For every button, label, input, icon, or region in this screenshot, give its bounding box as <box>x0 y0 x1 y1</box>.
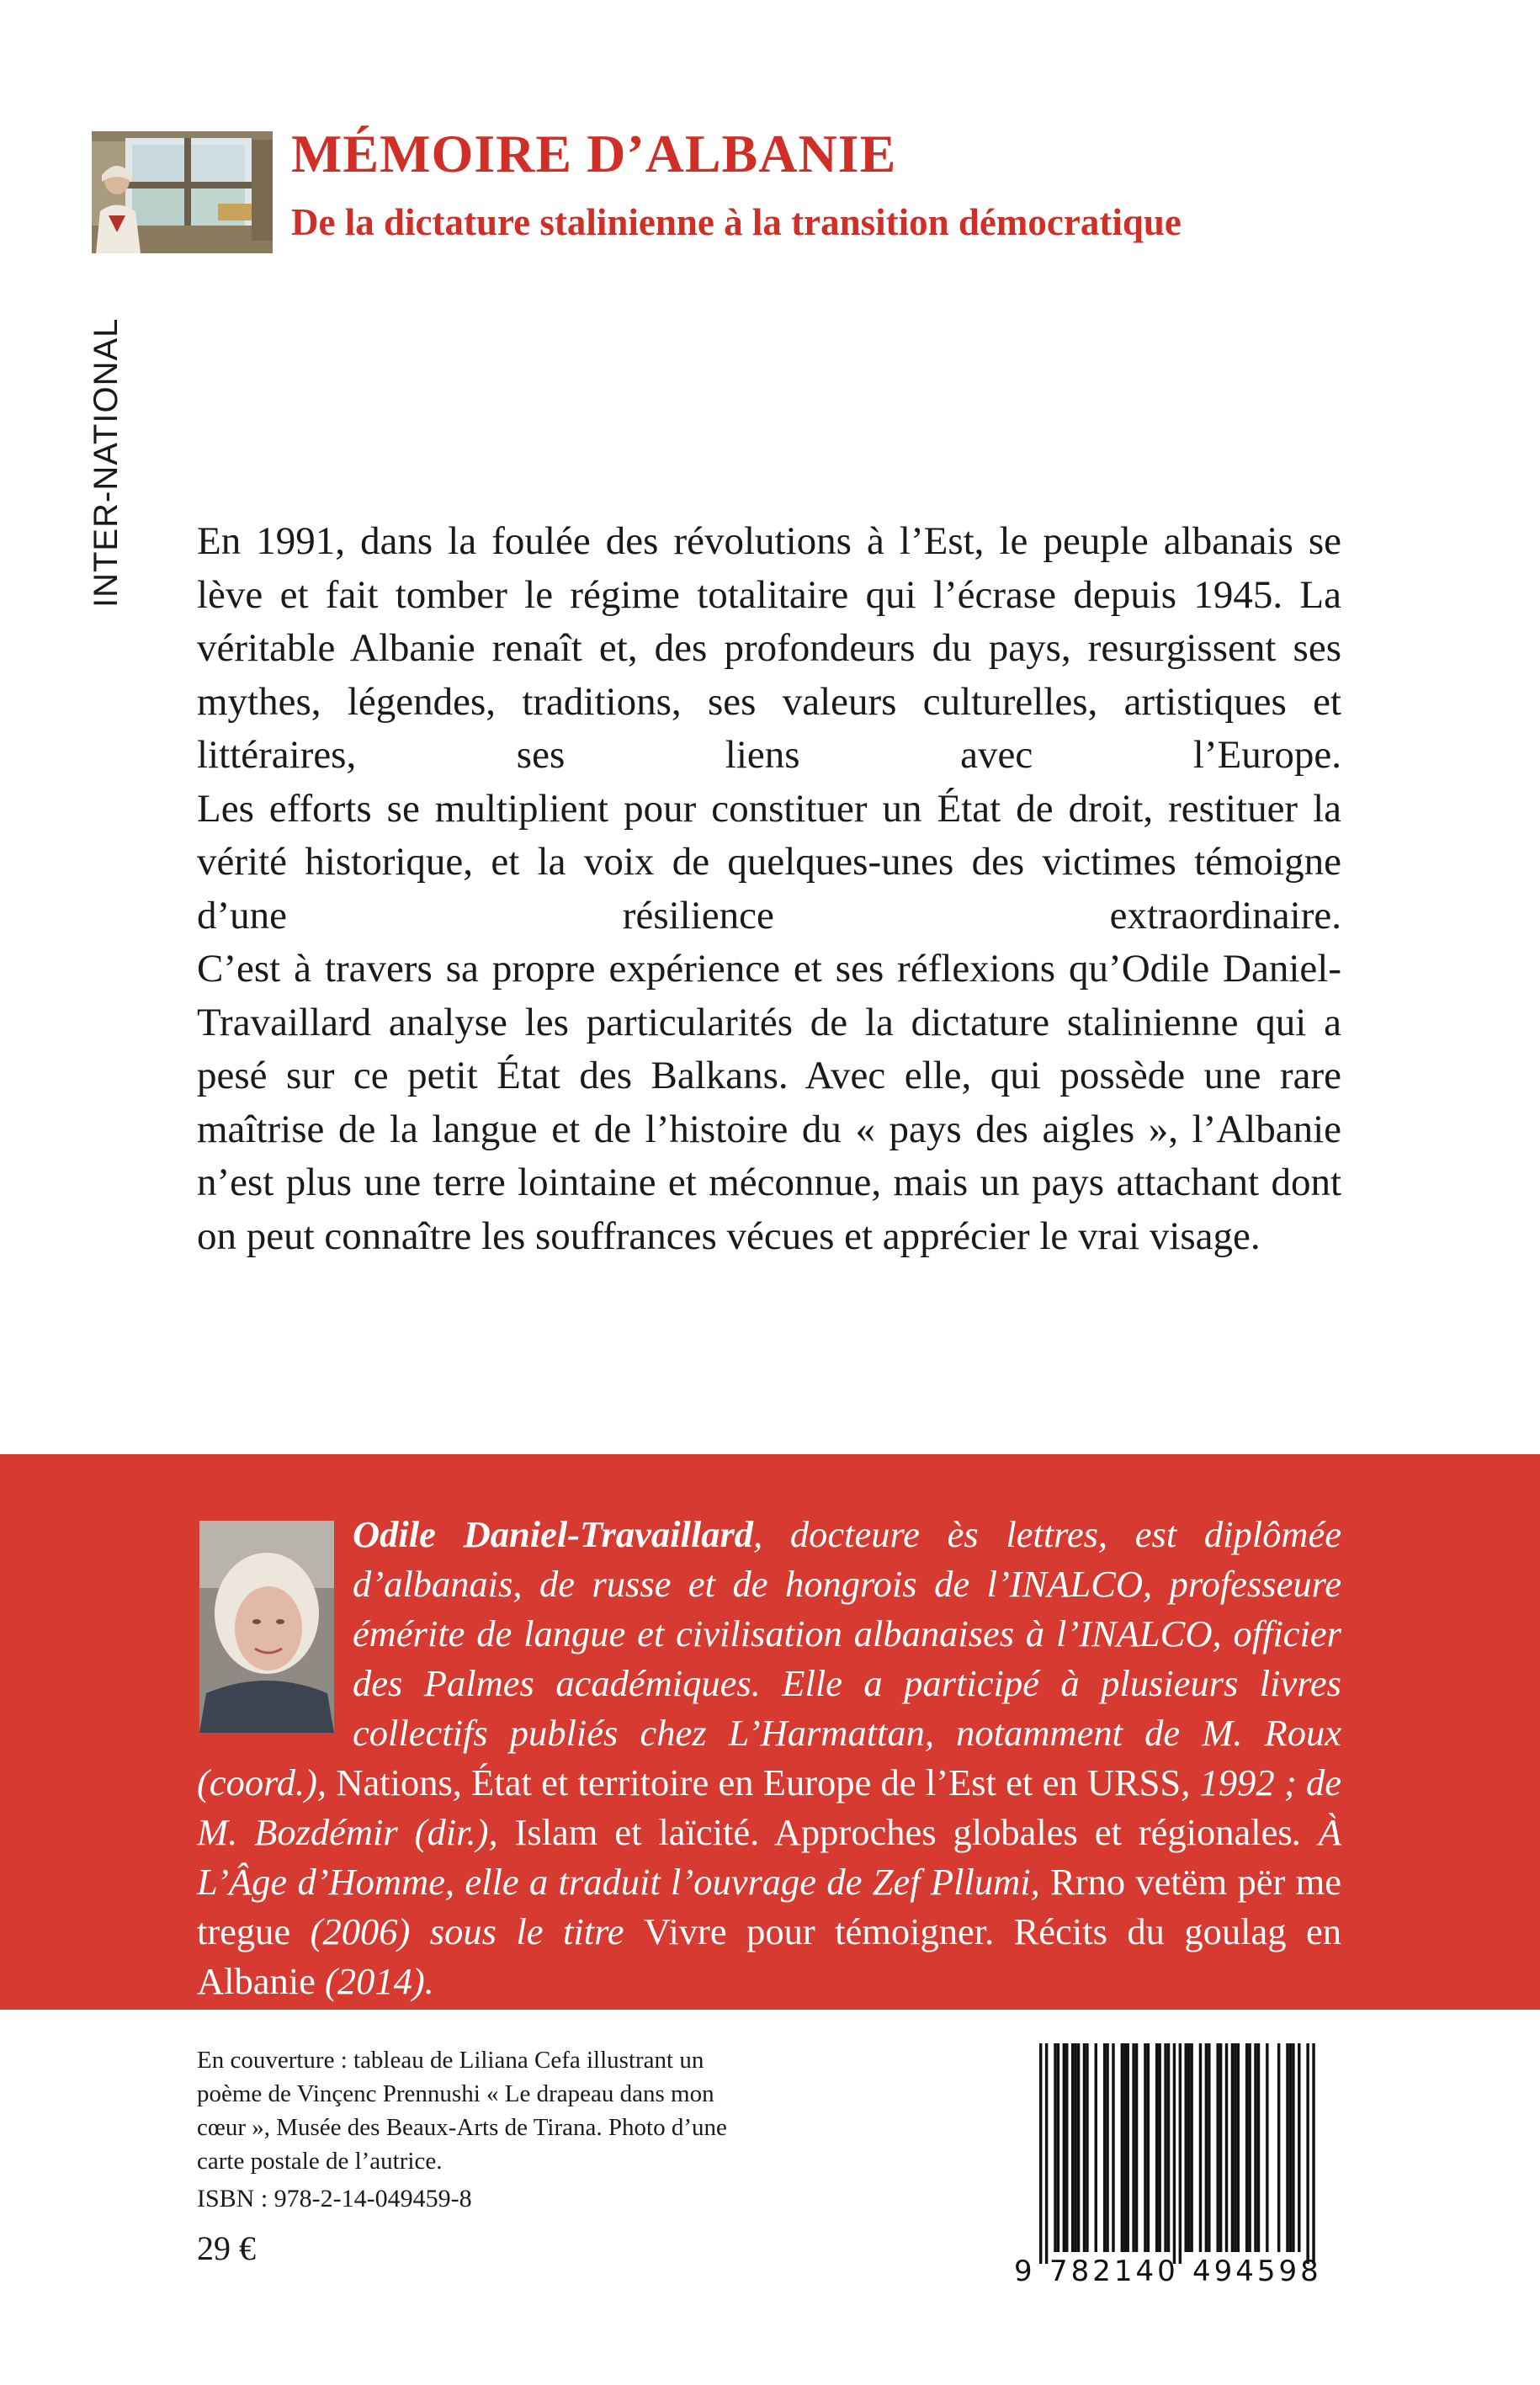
cover-credit: En couverture : tableau de Liliana Cefa illustrant un poème de Vinçenc Prennushi « Le drapeau dans mon cœur », Musée des Beaux-Arts de Tirana. Photo d’une carte postale de l’autrice. <box>197 2047 727 2175</box>
barcode-bar <box>1216 2043 1219 2252</box>
barcode-bar <box>1306 2043 1309 2264</box>
barcode-bar <box>1112 2043 1114 2252</box>
barcode-bar <box>1173 2043 1176 2264</box>
barcode-bar <box>1054 2043 1056 2252</box>
barcode-bar <box>1289 2043 1292 2252</box>
barcode-bar <box>1158 2043 1160 2252</box>
barcode-bar <box>1231 2043 1234 2252</box>
barcode-bar <box>1039 2043 1042 2264</box>
barcode-bar <box>1187 2043 1190 2252</box>
barcode-bar <box>1248 2043 1251 2252</box>
bio-book-title: Islam et laïcité. Approches globales et régionales <box>514 1811 1293 1853</box>
barcode-bar <box>1095 2043 1097 2252</box>
barcode-bar <box>1121 2043 1123 2252</box>
barcode-bar <box>1057 2043 1059 2252</box>
isbn: ISBN : 978-2-14-049459-8 <box>197 2185 472 2212</box>
barcode-bar <box>1063 2043 1065 2252</box>
author-name: Odile Daniel-Travaillard <box>353 1513 754 1555</box>
barcode-bar <box>1292 2043 1294 2252</box>
barcode-bar <box>1135 2043 1138 2252</box>
barcode-bar <box>1045 2043 1048 2264</box>
barcode-bar <box>1298 2043 1300 2252</box>
barcode-bar <box>1257 2043 1260 2252</box>
barcode-bar <box>1164 2043 1166 2252</box>
book-subtitle: De la dictature stalinienne à la transition démocratique <box>291 201 1182 243</box>
summary-paragraph: C’est à travers sa propre expérience et ses réflexions qu’Odile Daniel-Travaillard analyse les particularités de la dictature stalinienne qui a pesé sur ce petit État des Balkans. Avec elle, qui possède une rare maîtrise de la langue et de l’histoire du « pays des aigles », l’Albanie n’est plus une terre lointaine et méconnue, mais un pays attachant dont on peut connaître les souffrances vécues et apprécier le vrai visage. <box>197 947 1341 1258</box>
bio-segment: , 1992 ; de M. Bozdémir (dir.), <box>197 1761 1341 1853</box>
barcode-bar <box>1199 2043 1202 2252</box>
barcode-bar <box>1179 2043 1182 2264</box>
barcode-bar <box>1208 2043 1210 2252</box>
summary-paragraph: En 1991, dans la foulée des révolutions à l’Est, le peuple albanais se lève et fait tomber le régime totalitaire qui l’écrase depuis 1945. La véritable Albanie renaît et, des profondeurs du pays, resurgissent ses mythes, légendes, traditions, ses valeurs culturelles, artistiques et littéraires, ses liens avec l’Europe. <box>197 519 1341 777</box>
summary-paragraph: Les efforts se multiplient pour constituer un État de droit, restituer la vérité historique, et la voix de quelques-unes des victimes témoigne d’une résilience extraordinaire. <box>197 786 1341 938</box>
barcode-bar <box>1123 2043 1126 2252</box>
barcode-bar <box>1147 2043 1150 2252</box>
barcode-bars <box>1039 2043 1315 2264</box>
barcode-bar <box>1074 2043 1076 2252</box>
series-label: INTER-NATIONAL <box>88 317 125 608</box>
barcode-bar <box>1127 2043 1129 2252</box>
barcode-bar <box>1286 2043 1288 2252</box>
barcode-bar <box>1245 2043 1248 2252</box>
bio-segment: . À L’Âge d’Homme, elle a traduit l’ouvrage de Zef Pllumi, <box>197 1811 1342 1903</box>
barcode-bar <box>1219 2043 1222 2252</box>
barcode-bar <box>1077 2043 1080 2252</box>
barcode-bar <box>1071 2043 1074 2252</box>
barcode-bar <box>1106 2043 1108 2252</box>
barcode-bar <box>1083 2043 1086 2252</box>
barcode <box>1006 2043 1346 2287</box>
barcode-bar <box>1185 2043 1187 2252</box>
barcode-bar <box>1266 2043 1268 2252</box>
barcode-bar <box>1132 2043 1134 2252</box>
barcode-bar <box>1144 2043 1146 2252</box>
barcode-digits-group1: 782140 <box>1049 2255 1179 2287</box>
bio-segment: (2006) sous le titre <box>290 1910 644 1952</box>
barcode-digit-lead: 9 <box>1014 2255 1033 2287</box>
bio-segment: (2014). <box>315 1960 434 2002</box>
author-biography <box>197 1510 1341 2006</box>
barcode-bar <box>1277 2043 1280 2252</box>
book-title: MÉMOIRE D’ALBANIE <box>291 124 897 183</box>
bio-segment: , docteure ès lettres, est diplômée d’albanais, de russe et de hongrois de l’INALCO, professeure émérite de langue et civilisation albanaises à l’INALCO, officier des Palmes académiques. Elle a participé à plusieurs livres collectifs publiés chez L’Harmattan, notamment de M. Roux (coord.), <box>197 1513 1341 1803</box>
cover-painting-thumbnail <box>92 131 273 253</box>
barcode-bar <box>1065 2043 1068 2252</box>
barcode-bar <box>1190 2043 1192 2252</box>
barcode-bar <box>1234 2043 1236 2252</box>
bio-book-title: Nations, État et territoire en Europe de l’Est et en URSS <box>336 1761 1182 1803</box>
book-summary <box>197 515 1341 1263</box>
barcode-bar <box>1254 2043 1256 2252</box>
barcode-bar <box>1155 2043 1158 2252</box>
barcode-bar <box>1086 2043 1088 2252</box>
barcode-bar <box>1312 2043 1314 2264</box>
barcode-digits-group2: 494598 <box>1192 2255 1322 2287</box>
barcode-bar <box>1103 2043 1106 2252</box>
barcode-bar <box>1167 2043 1170 2252</box>
barcode-graphic <box>1006 2043 1346 2287</box>
barcode-bar <box>1205 2043 1208 2252</box>
barcode-bar <box>1225 2043 1228 2252</box>
bio-book-title: Rrno vetëm për me tregue <box>197 1861 1341 1952</box>
price: 29 € <box>197 2229 256 2267</box>
barcode-bar <box>1237 2043 1240 2252</box>
bio-book-title: Vivre pour témoigner. Récits du goulag en Albanie <box>197 1910 1341 2002</box>
